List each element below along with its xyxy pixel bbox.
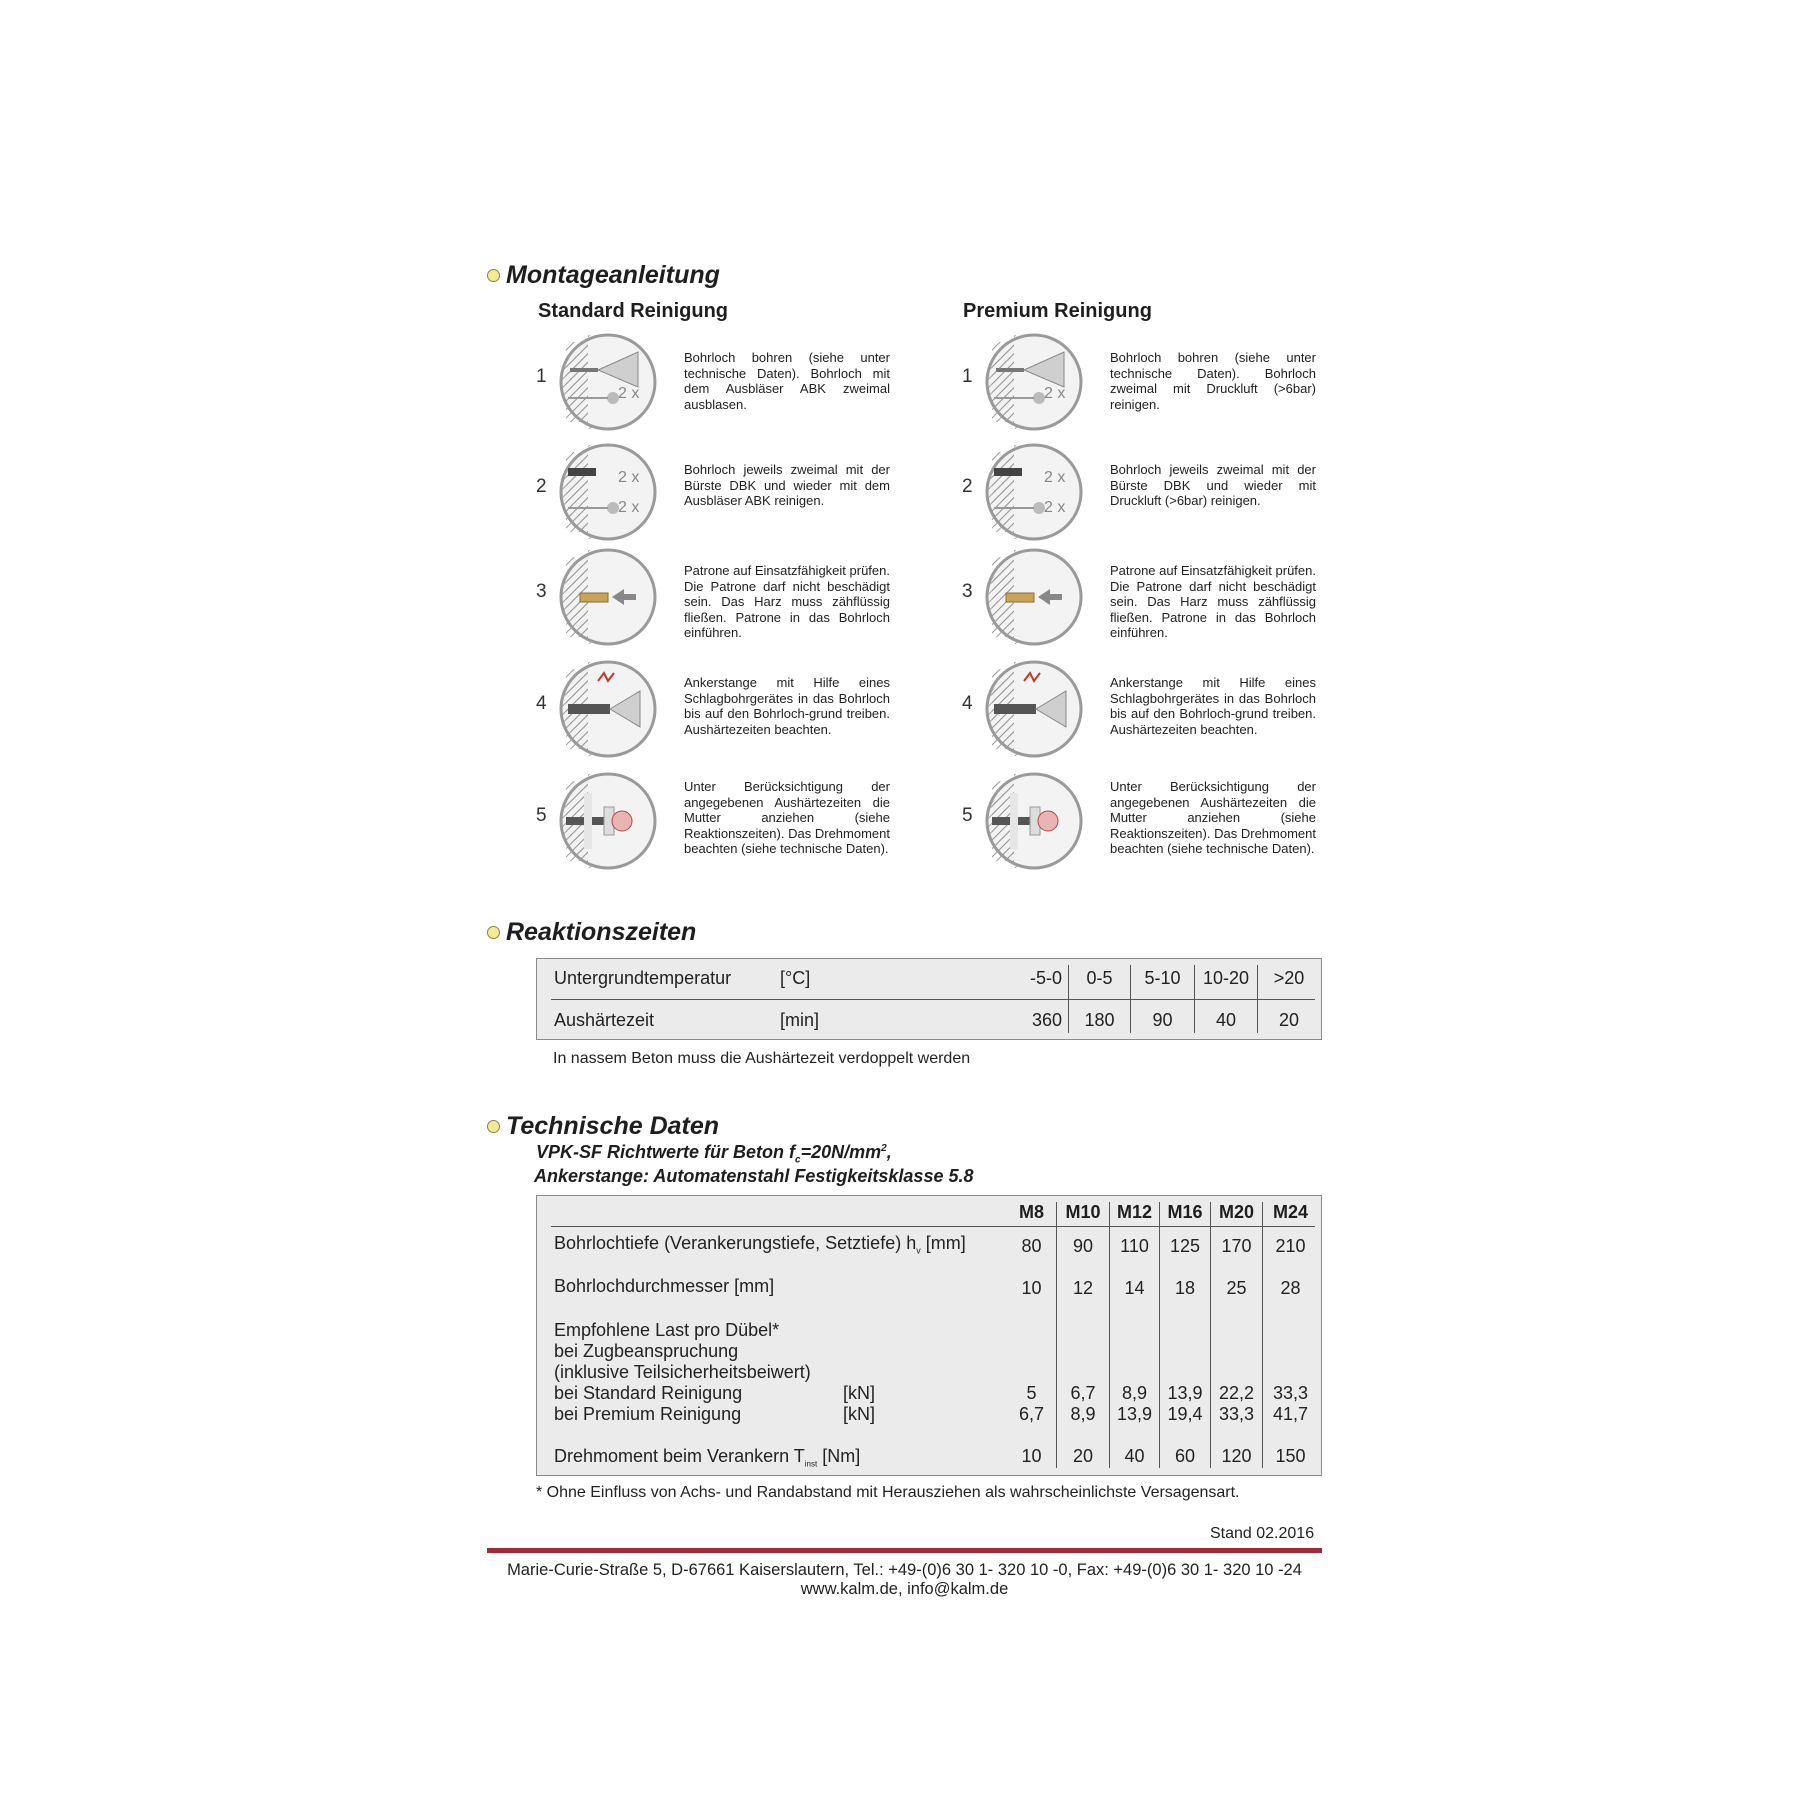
temp-unit: [°C]	[780, 968, 811, 988]
tech-footnote: * Ohne Einfluss von Achs- und Randabstand mit Herausziehen als wahrscheinlichste Versagensart.	[536, 1484, 1240, 1501]
svg-text:2 x: 2 x	[618, 385, 640, 402]
table-cell: 125	[1169, 1236, 1201, 1256]
step-number: 5	[962, 805, 973, 826]
step-5	[962, 771, 1342, 871]
tech-subtitle-2: Ankerstange: Automatenstahl Festigkeitsklasse 5.8	[534, 1166, 974, 1186]
table-cell: 20	[1072, 1446, 1094, 1466]
step-1	[536, 332, 916, 432]
col-header: M24	[1272, 1202, 1308, 1222]
step-text: Bohrloch jeweils zweimal mit der Bürste DBK und wieder mit dem Ausbläser ABK reinigen.	[684, 462, 890, 509]
step-number: 2	[962, 476, 973, 497]
table-cell: 90	[1072, 1236, 1094, 1256]
tech-subtitle-1: VPK-SF Richtwerte für Beton $f_c=20N/mm^2$,	[536, 1142, 892, 1166]
step-illustration-icon	[984, 332, 1084, 432]
step-5	[536, 771, 916, 871]
step-number: 2	[536, 476, 547, 497]
table-cell: >20	[1273, 968, 1305, 988]
std-label: bei Standard Reinigung	[554, 1383, 743, 1403]
table-cell: 210	[1275, 1236, 1306, 1256]
step-number: 3	[536, 581, 547, 602]
step-illustration-icon	[558, 442, 658, 542]
bullet-icon	[487, 926, 500, 939]
step-3	[962, 547, 1342, 647]
svg-text:2 x: 2 x	[1044, 469, 1066, 486]
temp-label: Untergrundtemperatur	[554, 968, 732, 988]
table-cell: 5-10	[1144, 968, 1181, 988]
table-cell: 25	[1226, 1278, 1247, 1298]
table-cell: 22,2	[1218, 1383, 1255, 1403]
table-cell: 40	[1215, 1010, 1237, 1030]
step-text: Patrone auf Einsatzfähigkeit prüfen. Die Patrone darf nicht beschädigt sein. Das Harz muss zähflüssig fließen. Patrone in das Bohrloch einführen.	[684, 563, 890, 641]
col-header: M10	[1065, 1202, 1101, 1222]
tech-table	[536, 1195, 1322, 1476]
step-text: Ankerstange mit Hilfe eines Schlagbohrgerätes in das Bohrloch bis auf den Bohrloch-grund treiben. Aushärtezeiten beachten.	[684, 675, 890, 737]
svg-text:2 x: 2 x	[618, 469, 640, 486]
col-header: M12	[1116, 1202, 1152, 1222]
step-text: Bohrloch jeweils zweimal mit der Bürste DBK und wieder mit Druckluft (>6bar) reinigen.	[1110, 462, 1316, 509]
step-illustration-icon	[984, 547, 1084, 647]
step-text: Unter Berücksichtigung der angegebenen Aushärtezeiten die Mutter anziehen (siehe Reaktionszeiten). Das Drehmoment beachten (siehe technische Daten).	[1110, 779, 1316, 857]
table-cell: 13,9	[1167, 1383, 1203, 1403]
step-4	[536, 659, 916, 759]
premium-heading: Premium Reinigung	[963, 300, 1152, 322]
step-number: 3	[962, 581, 973, 602]
load-line: Empfohlene Last pro Dübel*	[554, 1320, 780, 1340]
table-cell: 33,3	[1272, 1383, 1309, 1403]
step-illustration-icon	[558, 547, 658, 647]
bullet-icon	[487, 1120, 500, 1133]
reaction-table	[536, 958, 1322, 1040]
table-cell: 41,7	[1272, 1404, 1309, 1424]
col-header: M8	[1018, 1202, 1044, 1222]
svg-text:2 x: 2 x	[1044, 385, 1066, 402]
load-line: (inklusive Teilsicherheitsbeiwert)	[554, 1362, 811, 1382]
step-number: 5	[536, 805, 547, 826]
bullet-icon	[487, 269, 500, 282]
section-title: Montageanleitung	[506, 261, 720, 289]
step-number: 4	[962, 693, 973, 714]
footer-web: www.kalm.de, info@kalm.de	[800, 1580, 1009, 1598]
standard-heading: Standard Reinigung	[538, 300, 728, 322]
table-cell: 40	[1124, 1446, 1145, 1466]
table-cell: 120	[1221, 1446, 1252, 1466]
step-illustration-icon	[558, 332, 658, 432]
table-cell: 80	[1021, 1236, 1042, 1256]
table-cell: 360	[1031, 1010, 1062, 1030]
table-cell: 180	[1084, 1010, 1115, 1030]
step-illustration-icon	[558, 771, 658, 871]
step-4	[962, 659, 1342, 759]
cure-label: Aushärtezeit	[554, 1010, 655, 1030]
table-cell: 12	[1072, 1278, 1094, 1298]
step-text: Bohrloch bohren (siehe unter technische Daten). Bohrloch mit dem Ausbläser ABK zweimal ausblasen.	[684, 350, 890, 412]
step-text: Ankerstange mit Hilfe eines Schlagbohrgerätes in das Bohrloch bis auf den Bohrloch-grund treiben. Aushärtezeiten beachten.	[1110, 675, 1316, 737]
step-number: 4	[536, 693, 547, 714]
section-title: Reaktionszeiten	[506, 918, 697, 946]
svg-text:2 x: 2 x	[1044, 499, 1066, 516]
torque-label: Drehmoment beim Verankern $T_{inst}$ [Nm]	[554, 1446, 861, 1469]
table-cell: 10	[1021, 1446, 1042, 1466]
table-cell: 60	[1174, 1446, 1196, 1466]
table-cell: 150	[1275, 1446, 1306, 1466]
table-cell: 18	[1174, 1278, 1196, 1298]
table-cell: 8,9	[1121, 1383, 1148, 1403]
table-cell: 13,9	[1116, 1404, 1153, 1424]
table-cell: 110	[1120, 1236, 1149, 1256]
svg-text:2 x: 2 x	[618, 499, 640, 516]
table-cell: 90	[1152, 1010, 1173, 1030]
table-cell: 10	[1021, 1278, 1042, 1298]
section-title: Technische Daten	[506, 1112, 720, 1140]
step-illustration-icon	[984, 442, 1084, 542]
col-header: M20	[1218, 1202, 1254, 1222]
load-line: bei Zugbeanspruchung	[554, 1341, 739, 1361]
cure-unit: [min]	[780, 1010, 820, 1030]
table-cell: 10-20	[1202, 968, 1250, 988]
section-technik	[487, 1112, 719, 1141]
table-cell: 28	[1280, 1278, 1301, 1298]
footer-address: Marie-Curie-Straße 5, D-67661 Kaiserslautern, Tel.: +49-(0)6 30 1- 320 10 -0, Fax: +49-(0)6 30 1- 320 10 -24	[507, 1561, 1302, 1579]
step-illustration-icon	[984, 771, 1084, 871]
table-cell: 0-5	[1086, 968, 1113, 988]
diameter-label: Bohrlochdurchmesser [mm]	[554, 1276, 775, 1296]
step-2	[536, 442, 916, 542]
step-number: 1	[536, 366, 547, 387]
table-cell: 8,9	[1070, 1404, 1096, 1424]
table-cell: 20	[1278, 1010, 1300, 1030]
table-cell: 14	[1124, 1278, 1145, 1298]
table-cell: 33,3	[1218, 1404, 1255, 1424]
step-number: 1	[962, 366, 973, 387]
section-reaktion	[487, 918, 696, 947]
table-cell: 6,7	[1018, 1404, 1045, 1424]
depth-label: Bohrlochtiefe (Verankerungstiefe, Setztiefe) $h_v$ [mm]	[554, 1233, 966, 1256]
section-montage	[487, 261, 720, 290]
stand-date: Stand 02.2016	[1210, 1525, 1315, 1542]
table-cell: 5	[1026, 1383, 1037, 1403]
table-cell: 6,7	[1070, 1383, 1096, 1403]
table-cell: -5-0	[1029, 968, 1062, 988]
step-text: Patrone auf Einsatzfähigkeit prüfen. Die Patrone darf nicht beschädigt sein. Das Harz muss zähflüssig fließen. Patrone in das Bohrloch einführen.	[1110, 563, 1316, 641]
table-cell: 170	[1221, 1236, 1252, 1256]
step-text: Unter Berücksichtigung der angegebenen Aushärtezeiten die Mutter anziehen (siehe Reaktionszeiten). Das Drehmoment beachten (siehe technische Daten).	[684, 779, 890, 857]
prem-label: bei Premium Reinigung	[554, 1404, 742, 1424]
step-text: Bohrloch bohren (siehe unter technische Daten). Bohrloch zweimal mit Druckluft (>6bar) reinigen.	[1110, 350, 1316, 412]
step-1	[962, 332, 1342, 432]
divider	[487, 1548, 1322, 1553]
step-illustration-icon	[558, 659, 658, 759]
col-header: M16	[1167, 1202, 1203, 1222]
std-unit: [kN]	[843, 1383, 876, 1403]
reaction-note: In nassem Beton muss die Aushärtezeit verdoppelt werden	[553, 1050, 971, 1067]
prem-unit: [kN]	[843, 1404, 876, 1424]
step-illustration-icon	[984, 659, 1084, 759]
table-cell: 19,4	[1167, 1404, 1203, 1424]
step-3	[536, 547, 916, 647]
step-2	[962, 442, 1342, 542]
